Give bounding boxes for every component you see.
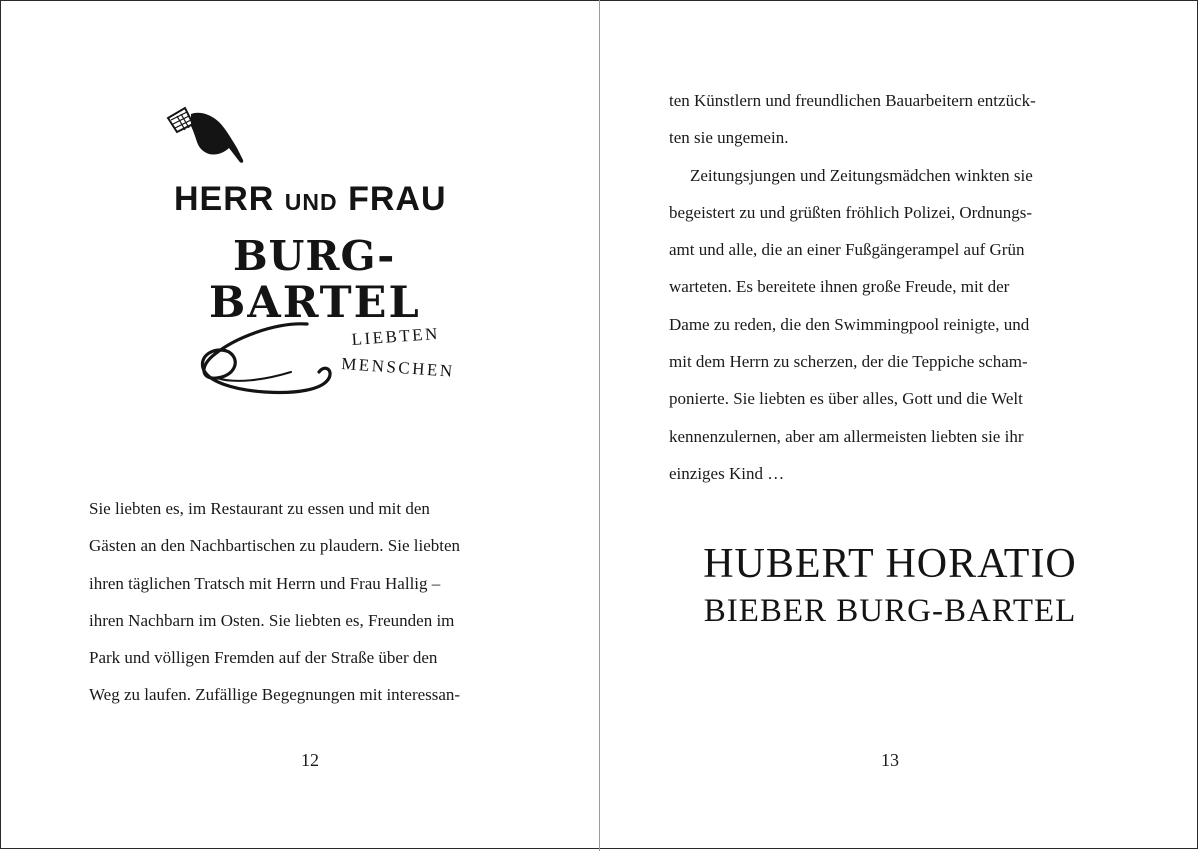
chapter-title: [600, 538, 1180, 632]
title-line-herr-und-frau: HERR UND FRAU: [174, 180, 447, 218]
text-line: Zeitungsjungen und Zeitungsmädchen winkten sie: [690, 165, 1033, 185]
title-artwork: [165, 98, 465, 418]
title-sub-liebten: LIEBTEN: [351, 323, 441, 349]
text-line: begeistert zu und grüßten fröhlich Polizei, Ordnungs-: [669, 202, 1033, 222]
text-line: amt und alle, die an einer Fußgängerampel auf Grün: [669, 240, 1025, 260]
title-line-bartel: BARTEL: [209, 278, 421, 328]
chapter-title-line1: HUBERT HORATIO: [703, 541, 1077, 587]
text-line: kennenzulernen, aber am allermeisten liebten sie ihr: [669, 426, 1024, 446]
right-body-text: [669, 82, 1036, 492]
title-sub-menschen: MENSCHEN: [340, 354, 456, 381]
text-line: Gästen an den Nachbartischen zu plaudern. Sie liebten: [89, 536, 461, 556]
text-line: ihren Nachbarn im Osten. Sie liebten es, Freunden im: [89, 610, 455, 630]
chapter-title-line2: BIEBER BURG-BARTEL: [703, 593, 1077, 629]
title-line-burg: BURG-: [233, 232, 396, 280]
text-line: Weg zu laufen. Zufällige Begegnungen mit interessan-: [89, 685, 461, 705]
left-body-text: [89, 490, 460, 714]
left-page: [0, 0, 599, 851]
text-line: ihren täglichen Tratsch mit Herrn und Frau Hallig –: [89, 573, 441, 593]
text-line: Dame zu reden, die den Swimmingpool reinigte, und: [669, 314, 1030, 334]
text-line: mit dem Herrn zu scherzen, der die Teppiche scham-: [669, 352, 1028, 372]
page-number: 12: [301, 750, 319, 770]
page-gutter: [599, 0, 600, 851]
text-line: warteten. Es bereitete ihnen große Freude, mit der: [669, 277, 1010, 297]
text-line: Park und völligen Fremden auf der Straße über den: [89, 648, 438, 668]
text-line: ten sie ungemein.: [669, 128, 789, 148]
pointing-hand-icon: [165, 98, 255, 178]
page-number: 13: [881, 750, 899, 770]
text-line: einziges Kind …: [669, 463, 785, 483]
text-line: Sie liebten es, im Restaurant zu essen und mit den: [89, 499, 430, 518]
ornamental-flourish-icon: [195, 320, 335, 410]
text-line: ten Künstlern und freundlichen Bauarbeitern entzück-: [669, 91, 1036, 110]
text-line: ponierte. Sie liebten es über alles, Gott und die Welt: [669, 389, 1023, 409]
